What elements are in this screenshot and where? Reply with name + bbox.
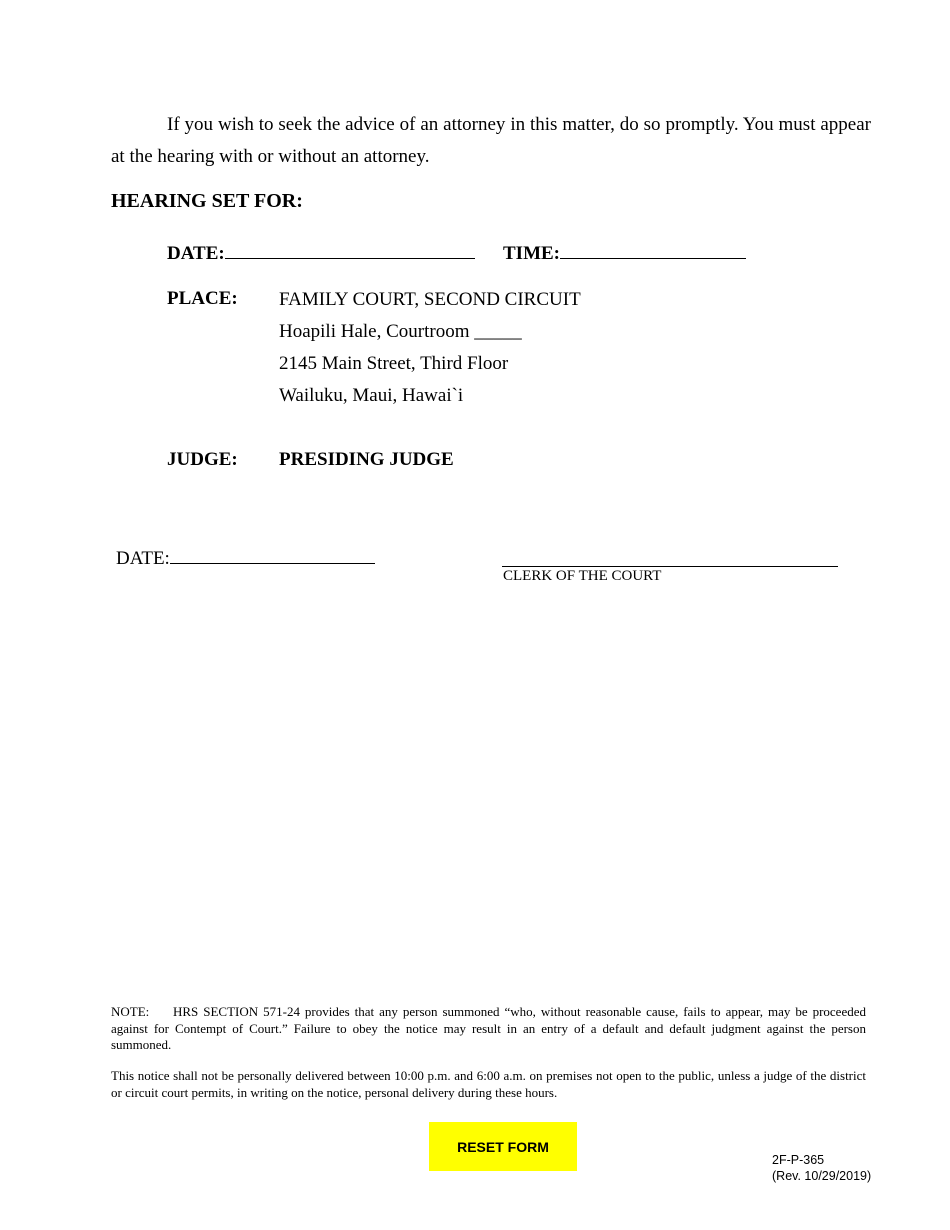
clerk-label: CLERK OF THE COURT	[503, 568, 662, 584]
signature-date-row	[116, 545, 375, 570]
delivery-notice: This notice shall not be personally delivered between 10:00 p.m. and 6:00 a.m. on premises not open to the public, unless a judge of the district or circuit court permits, in writing on the notice, personal delivery during these hours.	[111, 1068, 866, 1100]
note-label: NOTE:	[111, 1004, 150, 1019]
place-address	[279, 284, 581, 412]
judge-value: PRESIDING JUDGE	[279, 449, 454, 470]
place-line-courtroom: Hoapili Hale, Courtroom _____	[279, 321, 522, 342]
note-text: HRS SECTION 571-24 provides that any person summoned “who, without reasonable cause, fails to appear, may be proceeded against for Contempt of Court.” Failure to obey the notice may result in an entry of a default and default judgment against the person summoned.	[111, 1004, 866, 1052]
judge-label: JUDGE:	[167, 449, 238, 470]
form-identifier	[772, 1152, 871, 1184]
reset-form-button[interactable]: RESET FORM	[429, 1122, 577, 1171]
hearing-date-row	[167, 240, 475, 265]
place-label: PLACE:	[167, 288, 238, 309]
hearing-time-row	[503, 240, 746, 265]
hearing-time-field[interactable]	[560, 240, 746, 259]
note-paragraph	[111, 1004, 866, 1054]
intro-paragraph: If you wish to seek the advice of an attorney in this matter, do so promptly. You must appear at the hearing with or without an attorney.	[111, 114, 871, 167]
clerk-signature-line[interactable]	[502, 547, 838, 567]
form-number: 2F-P-365	[772, 1153, 825, 1167]
hearing-time-label: TIME:	[503, 243, 560, 264]
place-line-city: Wailuku, Maui, Hawai`i	[279, 385, 464, 406]
signature-date-field[interactable]	[170, 545, 375, 564]
signature-date-label: DATE:	[116, 548, 170, 569]
form-revision: (Rev. 10/29/2019)	[772, 1169, 872, 1183]
hearing-date-label: DATE:	[167, 243, 225, 264]
hearing-date-field[interactable]	[225, 240, 475, 259]
place-line-street: 2145 Main Street, Third Floor	[279, 353, 509, 374]
place-line-court: FAMILY COURT, SECOND CIRCUIT	[279, 289, 581, 310]
hearing-heading: HEARING SET FOR:	[111, 190, 303, 212]
